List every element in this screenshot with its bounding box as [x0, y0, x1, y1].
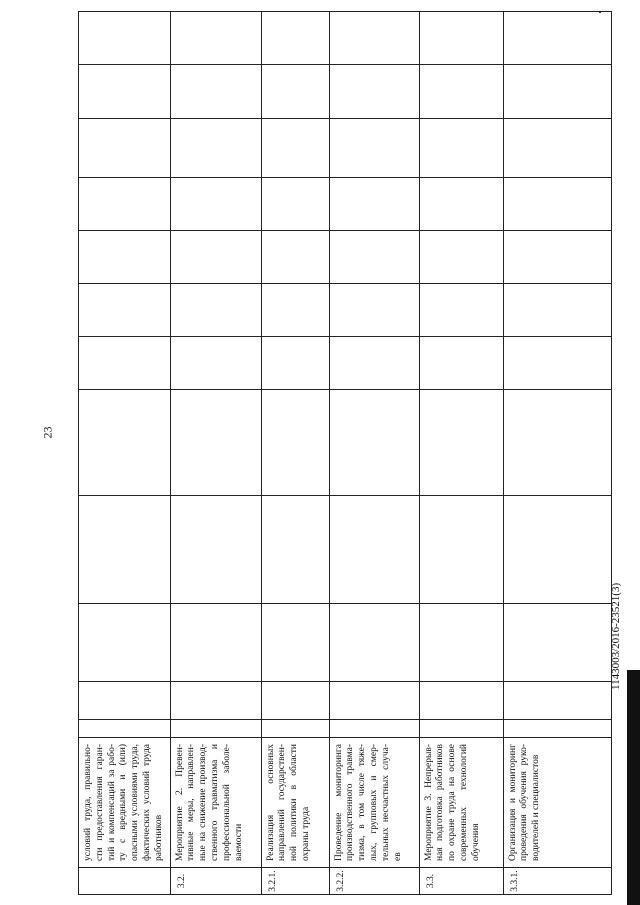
scan-edge-bar	[627, 670, 640, 905]
row-description: условий труда, правильно-сти предоставления гаран-тий и компенсаций за рабо-ту с вредными и (или) опасными условиями труда, фактических условий труда работников	[79, 738, 171, 868]
table-row	[79, 12, 171, 895]
table-row	[329, 12, 419, 895]
page-number: 23	[40, 426, 55, 439]
row-description: Мероприятие 2. Превен-тивные меры, направлен-ные на снижение производ-ственного травматизма и профессиональной заболе-ваемости	[170, 738, 261, 868]
table-row	[261, 12, 329, 895]
row-number: 3.3.	[419, 868, 503, 895]
row-description: Проведение мониторинга производственного травма-тизма, в том числе тяже-лых, групповых и смер-тельных несчастных случа-ев	[329, 738, 419, 868]
row-number: 3.2.1.	[261, 868, 329, 895]
plan-table	[78, 11, 612, 895]
row-number	[79, 868, 171, 895]
row-number: 3.2.	[170, 868, 261, 895]
row-description: Мероприятие 3. Непрерыв-ная подготовка работников по охране труда на основе современных технологий обучения	[419, 738, 503, 868]
rotated-table-container	[78, 18, 610, 895]
row-description: Реализация основных направлений государствен-ной политики в области охраны труда	[261, 738, 329, 868]
document-code: 1143003/2016-23521(3)	[610, 582, 622, 690]
row-number: 3.2.2.	[329, 868, 419, 895]
table-row	[170, 12, 261, 895]
row-number: 3.3.1.	[503, 868, 611, 895]
row-description: Организация и мониторинг проведения обучения руко-водителей и специалистов	[503, 738, 611, 868]
table-row	[503, 12, 611, 895]
table-row	[419, 12, 503, 895]
